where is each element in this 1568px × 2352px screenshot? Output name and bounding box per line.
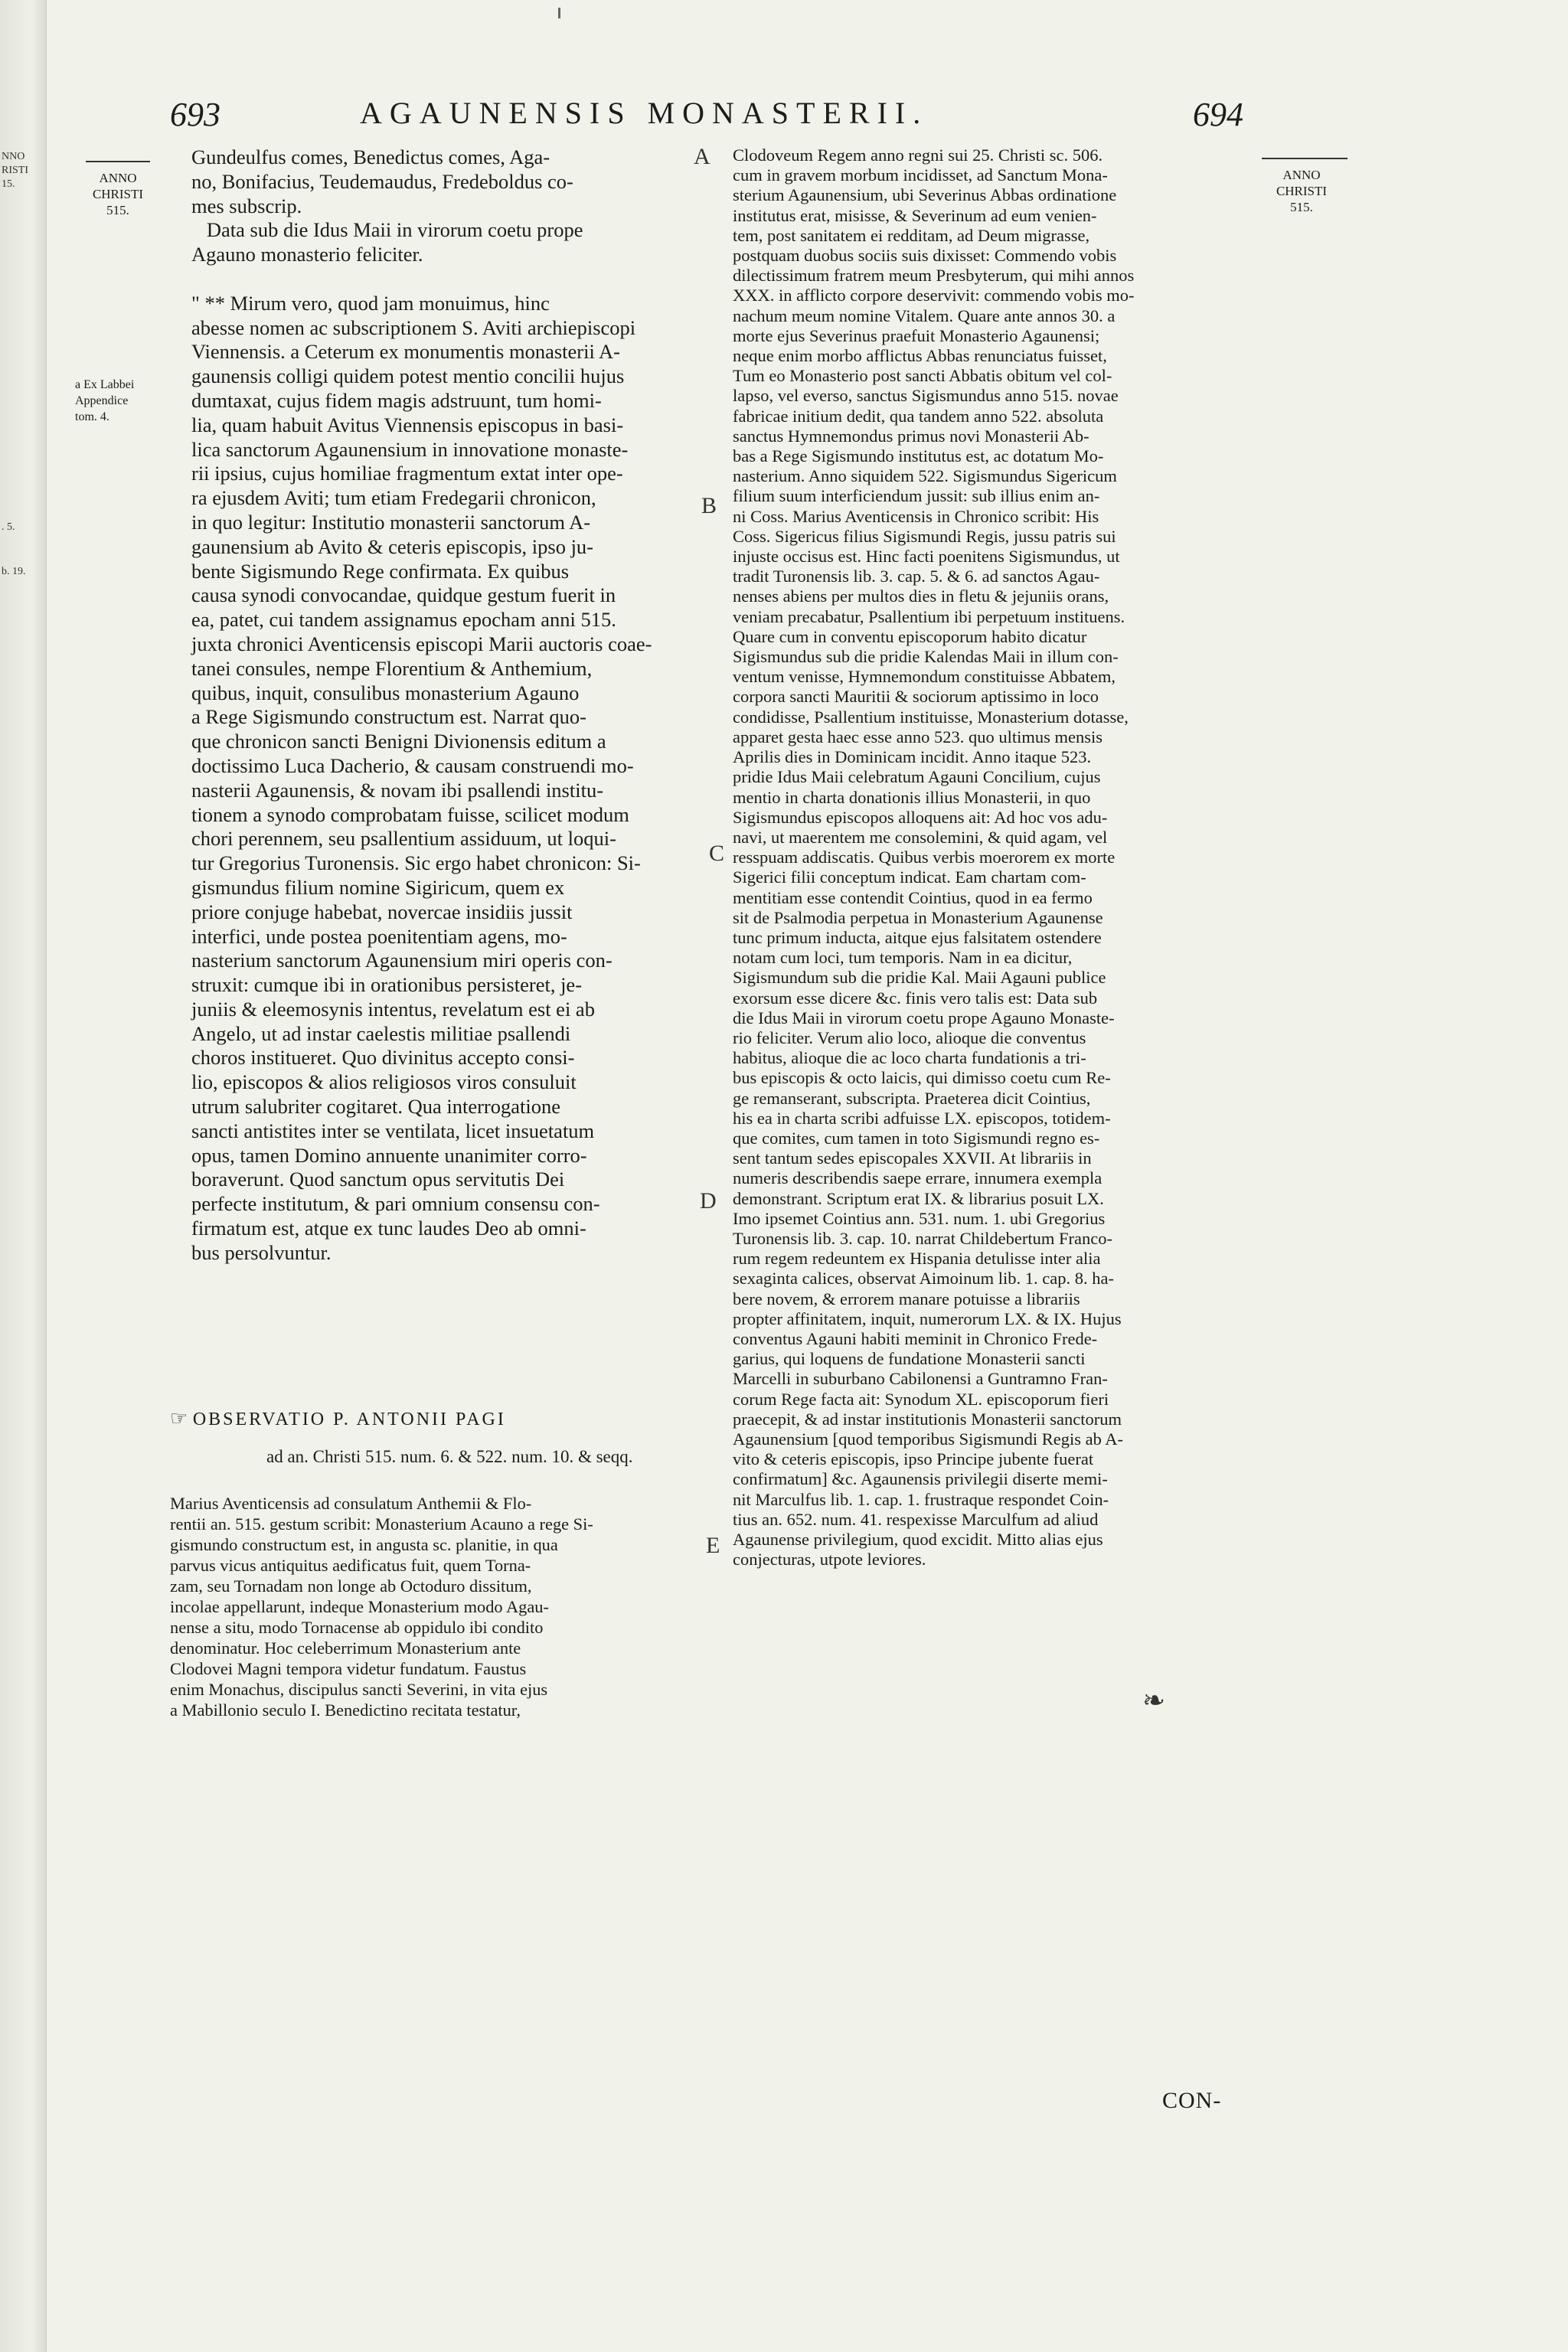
anno-christi-right: ANNO CHRISTI 515. <box>1276 168 1328 214</box>
section-letter-c: C <box>709 841 725 866</box>
spine-note-1: . 5. <box>2 521 15 533</box>
observatio-reference: ad an. Christi 515. num. 6. & 522. num. 10. & seqq. <box>266 1447 633 1466</box>
observatio-heading <box>170 1407 506 1430</box>
spine-anno-note: NNO RISTI 15. <box>2 151 28 190</box>
section-letter-d: D <box>700 1188 717 1214</box>
section-letter-b: B <box>701 493 717 518</box>
page-number-left: 693 <box>170 96 220 133</box>
page-number-right: 694 <box>1193 96 1243 133</box>
observatio-title: OBSERVATIO P. ANTONII PAGI <box>192 1410 506 1429</box>
anno-christi-left: ANNO CHRISTI 515. <box>92 171 144 217</box>
running-title: AGAUNENSIS MONASTERII. <box>360 96 929 130</box>
left-column-text: Gundeulfus comes, Benedictus comes, Aga- no, Bonifacius, Teudemaudus, Fredeboldus co- mes subscrip. Data sub die Idus Maii in virorum coetu prope Agauno monasterio feliciter. " ** Mirum vero, quod jam monuimus, hinc abesse nomen ac subscriptionem S. Aviti archiepiscopi Viennensis. a Ceterum ex monumentis monasterii A- gaunensis colligi quidem potest mentio concilii hujus dumtaxat, cujus fidem magis adstruunt, tum homi- lia, quam habuit Avitus Viennensis episcopus in basi- lica sanctorum Agaunensium in innovatione monaste- rii ipsius, cujus homiliae fragmentum extat inter ope- ra ejusdem Aviti; tum etiam Fredegarii chronicon, in quo legitur: Institutio monasterii sanctorum A- gaunensium ab Avito & ceteris episcopis, ipso ju- bente Sigismundo Rege confirmata. Ex quibus causa synodi convocandae, quidque gestum fuerit in ea, patet, cui tandem assignamus epocham anni 515. juxta chronici Aventicensis episcopi Marii auctoris coae- tanei consules, nempe Florentium & Anthemium, quibus, inquit, consulibus monasterium Agauno a Rege Sigismundo constructum est. Narrat quo- que chronicon sancti Benigni Divionensis editum a doctissimo Luca Dacherio, & causam construendi mo- nasterii Agaunensis, & novam ibi psallendi institu- tionem a synodo comprobatam fuisse, scilicet modum chori perennem, seu psallentium assiduum, ut loqui- tur Gregorius Turonensis. Sic ergo habet chronicon: Si- gismundus filium nomine Sigiricum, quem ex priore conjuge habebat, novercae insidiis jussit interfici, unde postea poenitentiam agens, mo- nasterium sanctorum Agaunensium miri operis con- struxit: cumque ibi in orationibus persisteret, je- juniis & eleemosynis intentus, revelatum est ei ab Angelo, ut ad instar caelestis militiae psallendi choros institueret. Quo divinitus accepto consi- lio, episcopos & alios religiosos viros consuluit utrum salubriter cogitaret. Qua interrogatione sancti antistites inter se ventilata, licet insuetatum opus, tamen Domino annuente unanimiter corro- boraverunt. Quod sanctum opus servitutis Dei perfecte institutum, & pari omnium consensu con- firmatum est, atque ex tunc laudes Deo ab omni- bus persolvuntur. <box>191 145 652 1264</box>
footnote-reference: a Ex Labbei Appendice tom. 4. <box>75 378 135 423</box>
fleuron-ornament-icon: ❧ <box>1142 1685 1166 1716</box>
adjacent-page-edge <box>0 0 47 2352</box>
right-column-text: Clodoveum Regem anno regni sui 25. Christi sc. 506. cum in gravem morbum incidisset, ad Sanctum Mona- sterium Agaunensium, ubi Severinus Abbas ordinatione institutus erat, misisse, & Severinum ad eum venien- tem, post sanitatem ei redditam, ad Deum migrasse, postquam duobus sociis suis dixisset: Commendo vobis dilectissimum fratrem meum Presbyterum, qui mihi annos XXX. in afflicto corpore deservivit: commendo vobis mo- nachum meum nomine Vitalem. Quare ante annos 30. a morte ejus Severinus praefuit Monasterio Agaunensi; neque enim morbo afflictus Abbas renunciatus fuisset, Tum eo Monasterio post sancti Abbatis obitum vel col- lapso, vel everso, sanctus Sigismundus anno 515. novae fabricae initium dedit, qua tandem anno 522. absoluta sanctus Hymnemondus primus novi Monasterii Ab- bas a Rege Sigismundo institutus est, ac dotatum Mo- nasterium. Anno siquidem 522. Sigismundus Sigericum filium suum interficiendum jussit: sub illius enim an- ni Coss. Marius Aventicensis in Chronico scribit: His Coss. Sigericus filius Sigismundi Regis, jussu patris sui injuste occisus est. Hinc facti poenitens Sigismundus, ut tradit Turonensis lib. 3. cap. 5. & 6. ad sanctos Agau- nenses abiens per multos dies in fletu & jejuniis orans, veniam precabatur, Psallentium ibi perpetuum instituens. Quare cum in conventu episcoporum habito dicatur Sigismundus sub die pridie Kalendas Maii in illum con- ventum venisse, Hymnemondum constituisse Abbatem, corpora sancti Mauritii & sociorum aptissimo in loco condidisse, Psallentium instituisse, Monasterium dotasse, apparet gesta haec esse anno 523. quo ultimus mensis Aprilis dies in Dominicam incidit. Anno itaque 523. pridie Idus Maii celebratum Agauni Concilium, cujus mentio in charta donationis illius Monasterii, in quo Sigismundus episcopos alloquens ait: Ad hoc vos adu- navi, ut maerentem me consolemini, & quid agam, vel resspuam addiscatis. Quibus verbis moerorem ex morte Sigerici filii conceptum indicat. Eam chartam com- mentitiam esse contendit Cointius, quod in ea fermo sit de Psalmodia perpetua in Monasterium Agaunense tunc primum inducta, aitque ejus falsitatem ostendere notam cum loci, tum temporis. Nam in ea dicitur, Sigismundum sub die pridie Kal. Maii Agauni publice exorsum esse dicere &c. finis vero talis est: Data sub die Idus Maii in virorum coetu prope Agauno Monaste- rio feliciter. Verum alio loco, alioque die conventus habitus, alioque die ac loco charta fundationis a tri- bus episcopis & octo laicis, qui dimisso coetu cum Re- ge remanserant, subscripta. Praeterea dicit Cointius, his ea in charta scribi adfuisse LX. episcopos, totidem- que comites, cum tamen in toto Sigismundi regno es- sent tantum sedes episcopales XXVII. At librariis in numeris describendis saepe errare, innumera exempla demonstrant. Scriptum erat IX. & librarius posuit LX. Imo ipsemet Cointius ann. 531. num. 1. ubi Gregorius Turonensis lib. 3. cap. 10. narrat Childebertum Franco- rum regem redeuntem ex Hispania detulisse inter alia sexaginta calices, observat Aimoinum lib. 1. cap. 8. ha- bere novem, & errorem manare potuisse a librariis propter affinitatem, inquit, numerorum LX. & IX. Hujus conventus Agauni habiti meminit in Chronico Frede- garius, qui loquens de fundatione Monasterii sancti Marcelli in suburbano Cabilonensi a Guntramno Fran- corum Rege facta ait: Synodum XL. episcoporum fieri praecepit, & ad instar institutionis Monasterii sanctorum Agaunensium [quod temporibus Sigismundi Regis ab A- vito & ceteris episcopis, ipso Principe jubente fuerat confirmatum] &c. Agaunensis privilegii diserte memi- nit Marculfus lib. 1. cap. 1. frustraque respondet Coin- tius an. 652. num. 41. respexisse Marculfum ad aliud Agaunense privilegium, quod excidit. Mitto alias ejus conjecturas, utpote leviores. <box>733 145 1135 1570</box>
section-letter-a: A <box>694 144 710 169</box>
pointing-hand-icon: ☞ <box>170 1407 193 1429</box>
margin-rule-left <box>86 161 150 162</box>
observatio-text: Marius Aventicensis ad consulatum Anthemii & Flo- rentii an. 515. gestum scribit: Monasterium Acauno a rege Si- gismundo constructum est, in angusta sc. planitie, in qua parvus vicus antiquitus aedificatus fuit, quem Torna- zam, seu Tornadam non longe ab Octoduro dissitum, incolae appellarunt, indeque Monasterium modo Agau- nense a situ, modo Tornacense ab oppidulo ibi condito denominatur. Hoc celeberrimum Monasterium ante Clodovei Magni tempora videtur fundatum. Faustus enim Monachus, discipulus sancti Severini, in vita ejus a Mabillonio seculo I. Benedictino recitata testatur, <box>170 1494 593 1720</box>
margin-rule-right <box>1262 158 1348 159</box>
top-mark <box>558 8 560 18</box>
catchword: CON- <box>1162 2088 1222 2113</box>
spine-note-2: b. 19. <box>2 566 26 577</box>
section-letter-e: E <box>706 1533 720 1558</box>
